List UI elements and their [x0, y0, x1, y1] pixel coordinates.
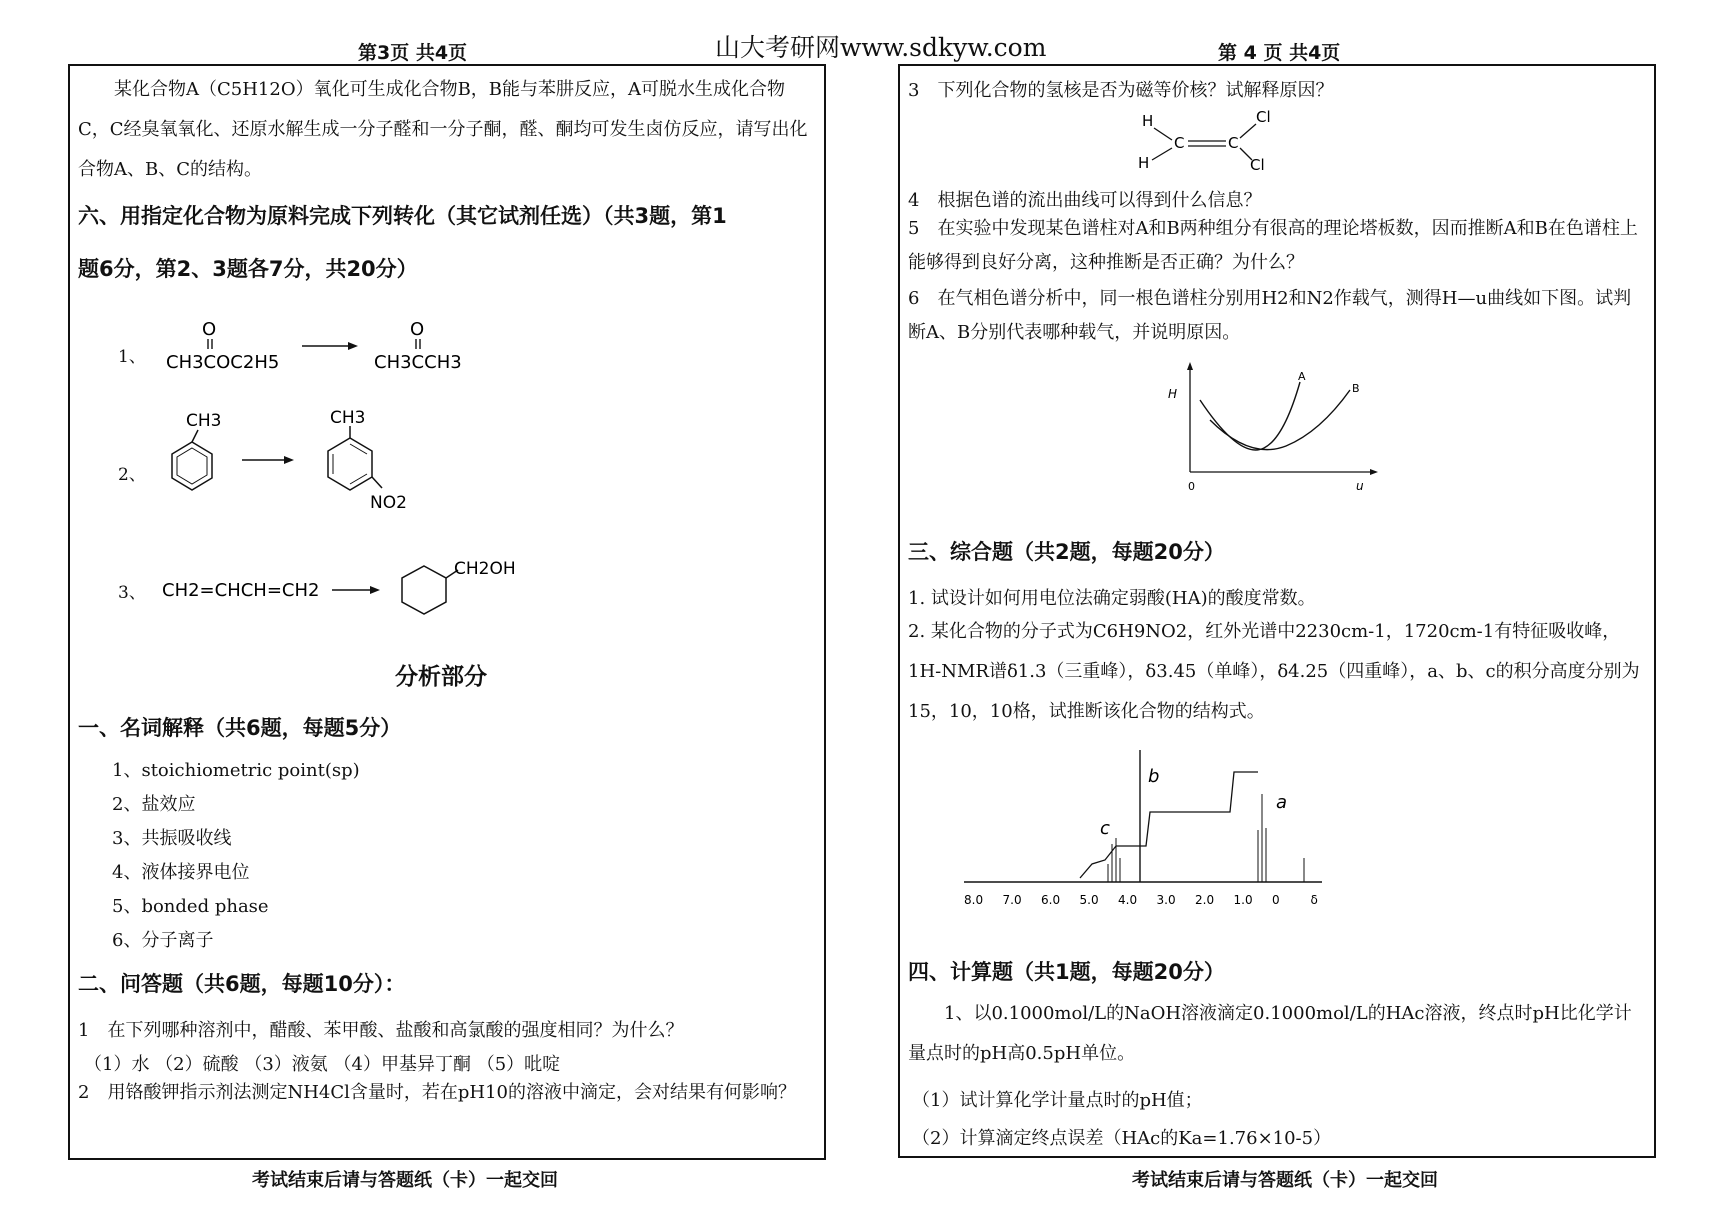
question-4: 4 根据色谱的流出曲线可以得到什么信息？ — [908, 190, 1262, 211]
rxn2-reactant-methyl: CH3 — [186, 411, 222, 431]
hu-y-label: H — [1168, 387, 1178, 401]
mol-h1: H — [1142, 112, 1154, 130]
question-5: 5 在实验中发现某色谱柱对A和B两种组分有很高的理论塔板数，因而推断A和B在色谱柱上能够得到良好分离，这种推断是否正确？为什么？ — [908, 218, 1638, 273]
nmr-label-c: c — [1100, 818, 1110, 839]
rxn2-diagram — [160, 408, 430, 518]
comprehensive-q2: 2. 某化合物的分子式为C6H9NO2，红外光谱中2230cm-1，1720cm-1有特征吸收峰，1H-NMR谱δ1.3（三重峰），δ3.45（单峰），δ4.25（四重峰），a、b、c的积分高度分别为15，10，10格，试推断该化合物的结构式。 — [908, 621, 1640, 722]
nmr-tick-label: 5.0 — [1079, 893, 1099, 907]
nmr-tick-label: 3.0 — [1156, 893, 1176, 907]
calculation-problem: 1、以0.1000mol/L的NaOH溶液滴定0.1000mol/L的HAc溶液，终点时pH比化学计量点时的pH高0.5pH单位。 — [908, 1003, 1632, 1064]
rxn1-reactant-oxygen: O — [202, 319, 217, 340]
nmr-tick-label: δ — [1310, 893, 1318, 907]
right-page-number: 第 4 页 共4页 — [1218, 42, 1341, 64]
curve-a-label: A — [1298, 370, 1306, 383]
intro-paragraph: 某化合物A（C5H12O）氧化可生成化合物B，B能与苯肼反应，A可脱水生成化合物C，C经臭氧氧化、还原水解生成一分子醛和一分子酮，醛、酮均可发生卤仿反应，请写出化合物A、B、C的结构。 — [78, 79, 808, 180]
nmr-tick-labels — [964, 893, 1318, 907]
nmr-spectrum — [960, 742, 1340, 912]
term-item: 6、分子离子 — [112, 930, 214, 951]
sec2-title: 二、问答题（共6题，每题10分）： — [78, 972, 406, 996]
mol-c2: C — [1228, 134, 1239, 152]
term-item: 4、液体接界电位 — [112, 862, 250, 883]
rxn2-number: 2、 — [118, 465, 146, 485]
left-page-number: 第3页 共4页 — [358, 42, 468, 64]
nmr-tick-label: 2.0 — [1195, 893, 1215, 907]
rxn3-reactant: CH2=CHCH=CH2 — [162, 580, 320, 601]
rxn3-number: 3、 — [118, 583, 146, 603]
analysis-title: 分析部分 — [395, 664, 487, 690]
rxn2-product-methyl: CH3 — [330, 408, 366, 428]
term-item: 3、共振吸收线 — [112, 828, 232, 849]
nmr-tick-label: 4.0 — [1118, 893, 1138, 907]
rxn1-number: 1、 — [118, 347, 146, 367]
sec6-title-line2: 题6分，第2、3题各7分，共20分） — [78, 257, 418, 281]
hu-origin: 0 — [1188, 480, 1195, 493]
calculation-part-1: （1）试计算化学计量点时的pH值； — [912, 1090, 1203, 1111]
rxn1-product-oxygen: O — [410, 319, 425, 340]
nmr-label-b: b — [1148, 766, 1160, 787]
mol-h2: H — [1138, 154, 1150, 172]
sec4-title: 四、计算题（共1题，每题20分） — [908, 960, 1225, 984]
term-item: 5、bonded phase — [112, 896, 269, 917]
question-6: 6 在气相色谱分析中，同一根色谱柱分别用H2和N2作载气，测得H—u曲线如下图。试判断A、B分别代表哪种载气，并说明原因。 — [908, 288, 1632, 343]
mol-c1: C — [1174, 134, 1185, 152]
comprehensive-q1: 1. 试设计如何用电位法确定弱酸(HA)的酸度常数。 — [908, 588, 1316, 609]
sec3-title: 三、综合题（共2题，每题20分） — [908, 540, 1225, 564]
question-2: 2 用铬酸钾指示剂法测定NH4Cl含量时，若在pH10的溶液中滴定，会对结果有何影响？ — [78, 1082, 797, 1103]
nmr-tick-label: 7.0 — [1002, 893, 1022, 907]
right-footer: 考试结束后请与答题纸（卡）一起交回 — [1132, 1170, 1438, 1191]
curve-b — [1210, 390, 1350, 450]
question-1: 1 在下列哪种溶剂中，醋酸、苯甲酸、盐酸和高氯酸的强度相同？为什么？ — [78, 1020, 684, 1041]
nmr-tick-label: 1.0 — [1233, 893, 1253, 907]
nmr-label-a: a — [1276, 792, 1288, 813]
curve-a — [1200, 382, 1300, 450]
dichloroethene-structure — [1130, 104, 1310, 176]
rxn1-reactant: CH3COC2H5 — [166, 352, 280, 373]
sec6-title-line1: 六、用指定化合物为原料完成下列转化（其它试剂任选）（共3题，第1 — [78, 204, 727, 228]
rxn2-product-nitro: NO2 — [370, 493, 407, 513]
hu-x-label: u — [1356, 479, 1364, 493]
rxn1-product: CH3CCH3 — [374, 352, 462, 373]
rxn1-diagram — [160, 316, 480, 376]
nmr-tick-label: 0 — [1272, 893, 1280, 907]
term-item: 1、stoichiometric point(sp) — [112, 760, 360, 781]
question-3: 3 下列化合物的氢核是否为磁等价核？试解释原因？ — [908, 80, 1334, 101]
question-1-options: （1）水 （2）硫酸 （3）液氨 （4）甲基异丁酮 （5）吡啶 — [84, 1054, 561, 1075]
site-watermark: 山大考研网www.sdkyw.com — [715, 33, 1047, 62]
mol-cl2: Cl — [1250, 156, 1265, 174]
rxn3-diagram — [160, 556, 540, 626]
h-u-curve-chart — [1160, 360, 1380, 496]
calculation-part-2: （2）计算滴定终点误差（HAc的Ka=1.76×10-5） — [912, 1128, 1332, 1149]
sec1-title: 一、名词解释（共6题，每题5分） — [78, 716, 402, 740]
nmr-tick-label: 6.0 — [1041, 893, 1061, 907]
term-item: 2、盐效应 — [112, 794, 196, 815]
nmr-tick-label: 8.0 — [964, 893, 984, 907]
mol-cl1: Cl — [1256, 108, 1271, 126]
curve-b-label: B — [1352, 382, 1360, 395]
rxn3-product-substituent: CH2OH — [454, 559, 516, 579]
left-footer: 考试结束后请与答题纸（卡）一起交回 — [252, 1170, 558, 1191]
